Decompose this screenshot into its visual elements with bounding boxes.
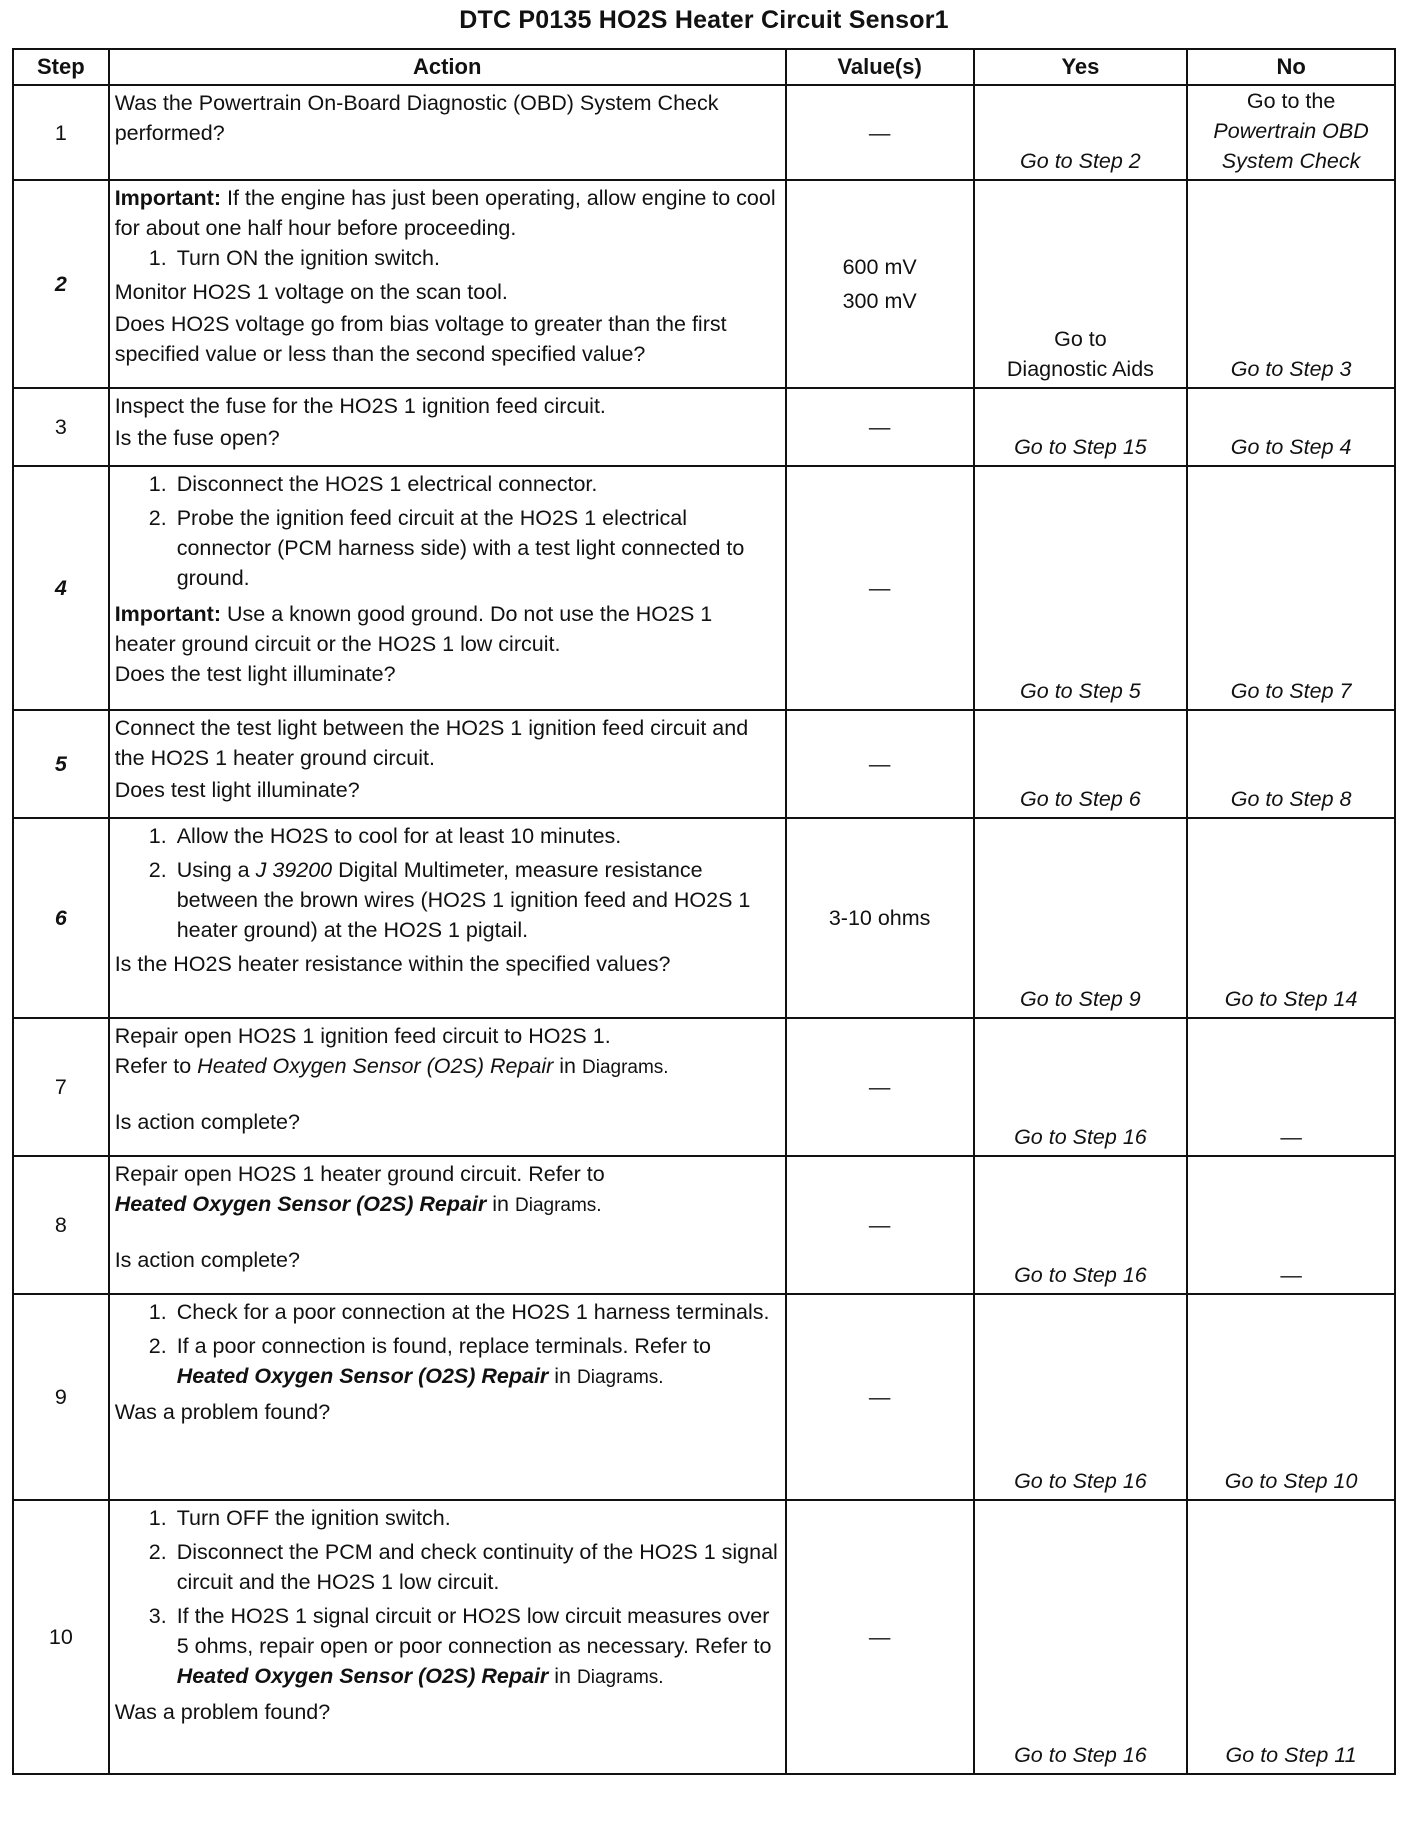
action-line: Monitor HO2S 1 voltage on the scan tool. (114, 280, 508, 304)
page-title: DTC P0135 HO2S Heater Circuit Sensor1 (459, 6, 949, 34)
action-cell (109, 1018, 786, 1156)
table-row (13, 1156, 1395, 1294)
in-text: in (492, 1192, 510, 1216)
action-question: Is action complete? (114, 1110, 300, 1134)
repair-reference: Heated Oxygen Sensor (O2S) Repair (176, 1664, 549, 1688)
action-reference (115, 1189, 779, 1221)
yes-cell: Go to Step 16 (974, 1018, 1188, 1156)
table-row (13, 1294, 1395, 1500)
yes-cell: Go to Step 15 (974, 388, 1188, 466)
action-steps (115, 243, 779, 273)
yes-cell (974, 180, 1188, 388)
action-steps (115, 1503, 779, 1693)
action-step-2-post: Digital Multimeter, measure resistance between the brown wires (HO2S 1 ignition feed and HO2S 1 heater ground) at the HO2S 1 pigtail. (176, 858, 751, 942)
diagrams-text: Diagrams. (582, 1057, 669, 1078)
table-row (13, 710, 1395, 818)
important-text: If the engine has just been operating, allow engine to cool for about one half hour before proceeding. (114, 186, 776, 240)
table-row (13, 180, 1395, 388)
value-cell: — (786, 710, 974, 818)
repair-reference: Heated Oxygen Sensor (O2S) Repair (197, 1054, 554, 1078)
table-row (13, 1018, 1395, 1156)
step-number: 6 (13, 818, 109, 1018)
action-question: Is the HO2S heater resistance within the specified values? (114, 952, 671, 976)
col-header-values: Value(s) (786, 49, 974, 85)
action-question: Is the fuse open? (114, 426, 280, 450)
action-step-1: 1. Turn OFF the ignition switch. (173, 1503, 779, 1533)
no-cell: Go to Step 7 (1187, 466, 1395, 710)
repair-reference: Heated Oxygen Sensor (O2S) Repair (176, 1364, 549, 1388)
diagrams-text: Diagrams. (577, 1667, 664, 1688)
table-row (13, 818, 1395, 1018)
yes-cell: Go to Step 9 (974, 818, 1188, 1018)
no-cell: — (1187, 1156, 1395, 1294)
yes-cell: Go to Step 16 (974, 1500, 1188, 1774)
step-number: 3 (13, 388, 109, 466)
yes-cell: Go to Step 6 (974, 710, 1188, 818)
yes-cell: Go to Step 5 (974, 466, 1188, 710)
action-step-2 (173, 855, 779, 945)
important-label: Important: (114, 602, 221, 626)
action-step-1: 1. Allow the HO2S to cool for at least 10 minutes. (173, 821, 779, 851)
action-step-2-pre: Using a (176, 858, 250, 882)
action-cell (109, 466, 786, 710)
value-cell: — (786, 1156, 974, 1294)
action-step-2: 2. Probe the ignition feed circuit at the HO2S 1 electrical connector (PCM harness side) with a test light connected to ground. (173, 503, 779, 593)
tool-name: J 39200 (255, 858, 333, 882)
important-note (115, 183, 779, 243)
action-step-1: 1. Check for a poor connection at the HO2S 1 harness terminals. (173, 1297, 779, 1327)
action-step-1: 1. Disconnect the HO2S 1 electrical connector. (173, 469, 779, 499)
action-line: Inspect the fuse for the HO2S 1 ignition feed circuit. (114, 394, 606, 418)
action-cell (109, 388, 786, 466)
no-cell: Go to Step 11 (1187, 1500, 1395, 1774)
action-step-3-pre: If the HO2S 1 signal circuit or HO2S low circuit measures over 5 ohms, repair open or poor connection as necessary. Refer to (176, 1604, 772, 1658)
diagnostic-table (12, 48, 1396, 1775)
no-cell: Go to Step 4 (1187, 388, 1395, 466)
step-number: 8 (13, 1156, 109, 1294)
action-step-2 (173, 1331, 779, 1393)
action-cell (109, 818, 786, 1018)
no-cell: Go to Step 10 (1187, 1294, 1395, 1500)
step-number: 2 (13, 180, 109, 388)
no-cell: Go to Step 14 (1187, 818, 1395, 1018)
action-cell (109, 710, 786, 818)
step-number: 7 (13, 1018, 109, 1156)
action-question: Was a problem found? (114, 1700, 331, 1724)
step-number: 5 (13, 710, 109, 818)
no-cell-link: Powertrain OBD System Check (1213, 119, 1369, 173)
action-cell (109, 1500, 786, 1774)
action-question: Does the test light illuminate? (114, 662, 396, 686)
diagrams-text: Diagrams. (515, 1195, 602, 1216)
refer-text: Refer to (114, 1054, 192, 1078)
action-cell (109, 85, 786, 180)
action-steps (115, 469, 779, 593)
in-text: in (559, 1054, 577, 1078)
action-steps (115, 821, 779, 945)
no-cell-line1: Go to the (1246, 89, 1336, 113)
action-question: Was the Powertrain On-Board Diagnostic (OBD) System Check performed? (114, 91, 719, 145)
col-header-yes: Yes (974, 49, 1188, 85)
action-line: Repair open HO2S 1 heater ground circuit. Refer to (114, 1162, 605, 1186)
table-row (13, 388, 1395, 466)
important-label: Important: (114, 186, 221, 210)
value-cell: — (786, 1018, 974, 1156)
action-steps (115, 1297, 779, 1393)
no-cell: Go to Step 8 (1187, 710, 1395, 818)
in-text: in (554, 1364, 572, 1388)
value-second: 300 mV (842, 289, 917, 313)
action-question: Was a problem found? (114, 1400, 331, 1424)
step-number: 4 (13, 466, 109, 710)
action-cell (109, 1294, 786, 1500)
yes-cell: Go to Step 16 (974, 1294, 1188, 1500)
no-cell (1187, 85, 1395, 180)
col-header-step: Step (13, 49, 109, 85)
value-cell: — (786, 1500, 974, 1774)
col-header-no: No (1187, 49, 1395, 85)
action-step-2: 2. Disconnect the PCM and check continuity of the HO2S 1 signal circuit and the HO2S 1 low circuit. (173, 1537, 779, 1597)
action-step-2-pre: If a poor connection is found, replace terminals. Refer to (176, 1334, 711, 1358)
col-header-action: Action (109, 49, 786, 85)
action-step-1: 1. Turn ON the ignition switch. (173, 243, 779, 273)
yes-cell: Go to Step 2 (974, 85, 1188, 180)
action-question: Is action complete? (114, 1248, 300, 1272)
repair-reference: Heated Oxygen Sensor (O2S) Repair (114, 1192, 487, 1216)
value-cell: — (786, 388, 974, 466)
yes-cell-line1: Go to (1054, 327, 1107, 351)
value-cell: — (786, 85, 974, 180)
value-first: 600 mV (842, 255, 917, 279)
step-number: 1 (13, 85, 109, 180)
in-text: in (554, 1664, 572, 1688)
yes-cell-line2: Diagnostic Aids (1006, 357, 1154, 381)
important-text: Use a known good ground. Do not use the HO2S 1 heater ground circuit or the HO2S 1 low circuit. (114, 602, 713, 656)
action-question: Does test light illuminate? (114, 778, 360, 802)
action-cell (109, 180, 786, 388)
value-cell: — (786, 1294, 974, 1500)
important-note (115, 599, 779, 659)
action-step-3 (173, 1601, 779, 1693)
step-number: 9 (13, 1294, 109, 1500)
table-row (13, 85, 1395, 180)
yes-cell: Go to Step 16 (974, 1156, 1188, 1294)
table-row (13, 1500, 1395, 1774)
table-row (13, 466, 1395, 710)
action-cell (109, 1156, 786, 1294)
action-line: Repair open HO2S 1 ignition feed circuit to HO2S 1. (114, 1024, 611, 1048)
no-cell: Go to Step 3 (1187, 180, 1395, 388)
diagrams-text: Diagrams. (577, 1367, 664, 1388)
value-cell (786, 180, 974, 388)
value-cell: 3-10 ohms (786, 818, 974, 1018)
action-question: Does HO2S voltage go from bias voltage to greater than the first specified value or less than the second specified value? (114, 312, 727, 366)
action-reference (115, 1051, 779, 1083)
step-number: 10 (13, 1500, 109, 1774)
action-line: Connect the test light between the HO2S 1 ignition feed circuit and the HO2S 1 heater ground circuit. (114, 716, 749, 770)
no-cell: — (1187, 1018, 1395, 1156)
table-header-row (13, 49, 1395, 85)
value-cell: — (786, 466, 974, 710)
